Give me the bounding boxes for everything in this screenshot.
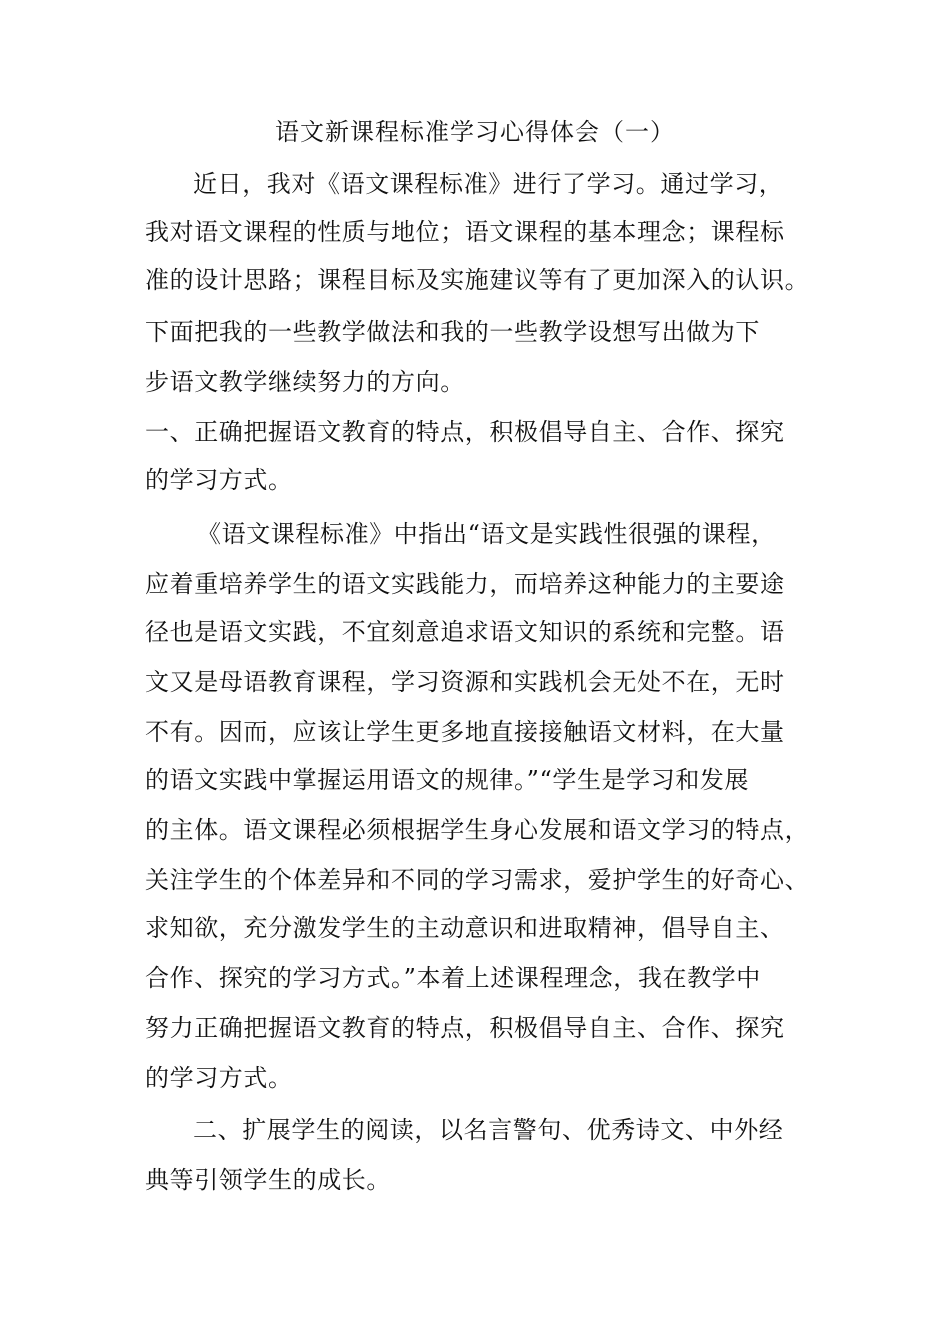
text-line: 求知欲，充分激发学生的主动意识和进取精神，倡导自主、 — [145, 914, 785, 942]
text-line: 的语文实践中掌握运用语文的规律。”“学生是学习和发展 — [145, 766, 750, 794]
text-line: 下面把我的一些教学做法和我的一些教学设想写出做为下 — [145, 318, 760, 346]
text-line: 径也是语文实践，不宜刻意追求语文知识的系统和完整。语 — [145, 618, 785, 646]
document-title: 语文新课程标准学习心得体会（一） — [275, 118, 675, 146]
text-line: 步语文教学继续努力的方向。 — [145, 368, 465, 396]
section-heading-continued: 典等引领学生的成长。 — [145, 1166, 391, 1194]
text-line: 的学习方式。 — [145, 1064, 293, 1092]
text-line: 关注学生的个体差异和不同的学习需求，爱护学生的好奇心、 — [145, 866, 810, 894]
text-line: 文又是母语教育课程，学习资源和实践机会无处不在，无时 — [145, 668, 785, 696]
text-line: 我对语文课程的性质与地位；语文课程的基本理念；课程标 — [145, 218, 785, 246]
text-line: 准的设计思路；课程目标及实施建议等有了更加深入的认识。 — [145, 266, 810, 294]
text-line: 的主体。语文课程必须根据学生身心发展和语文学习的特点， — [145, 816, 810, 844]
section-heading-continued: 的学习方式。 — [145, 466, 293, 494]
section-heading: 二、扩展学生的阅读，以名言警句、优秀诗文、中外经 — [193, 1116, 784, 1144]
text-line: 努力正确把握语文教育的特点，积极倡导自主、合作、探究 — [145, 1014, 785, 1042]
section-heading: 一、正确把握语文教育的特点，积极倡导自主、合作、探究 — [145, 418, 785, 446]
text-line: 近日，我对《语文课程标准》进行了学习。通过学习， — [193, 170, 784, 198]
text-line: 合作、探究的学习方式。”本着上述课程理念，我在教学中 — [145, 964, 761, 992]
text-line: 《语文课程标准》中指出“语文是实践性很强的课程， — [197, 520, 776, 548]
text-line: 不有。因而，应该让学生更多地直接接触语文材料，在大量 — [145, 718, 785, 746]
text-line: 应着重培养学生的语文实践能力，而培养这种能力的主要途 — [145, 570, 785, 598]
